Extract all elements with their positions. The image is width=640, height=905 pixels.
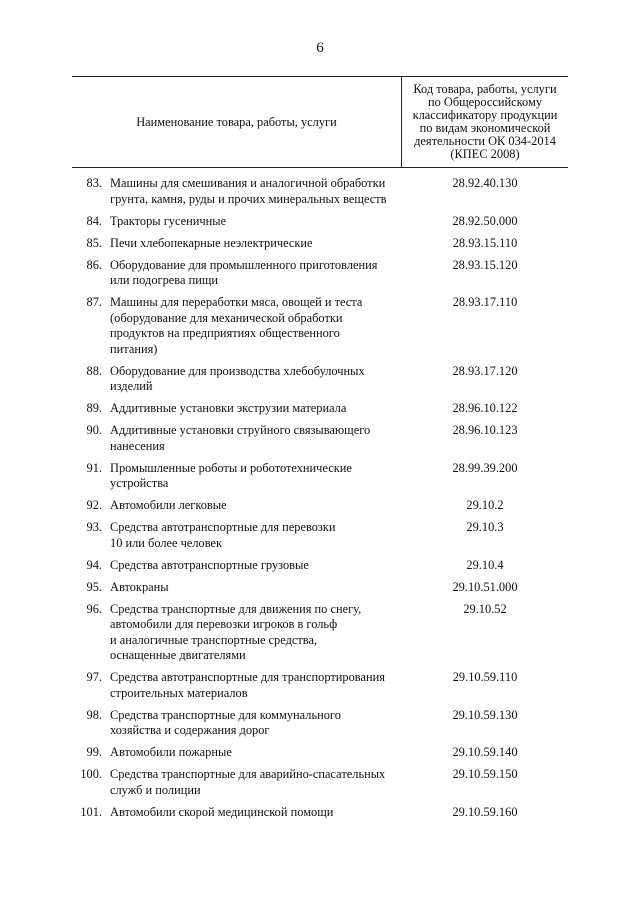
table-row (72, 214, 568, 230)
row-number: 93. (86, 520, 102, 534)
table-row (72, 461, 568, 492)
row-product-name: Аддитивные установки экструзии материала (110, 401, 347, 415)
row-product-code: 28.92.50.000 (452, 213, 518, 228)
table-row (72, 295, 568, 357)
table-row (72, 580, 568, 596)
row-number: 98. (86, 707, 102, 722)
table-row (72, 708, 568, 739)
row-product-code: 29.10.4 (466, 557, 504, 572)
row-number: 83. (86, 176, 102, 190)
row-number: 101. (80, 804, 102, 819)
row-number: 88. (86, 363, 102, 378)
row-number: 92. (86, 498, 102, 512)
row-product-name: Тракторы гусеничные (110, 213, 227, 228)
row-product-code: 28.93.15.110 (452, 235, 518, 250)
row-product-code: 29.10.59.150 (452, 767, 518, 781)
row-product-code: 29.10.52 (463, 601, 507, 616)
row-product-code: 29.10.2 (466, 498, 504, 512)
row-number: 95. (86, 579, 102, 594)
row-product-name: Аддитивные установки струйного связывающего нанесения (110, 423, 371, 453)
table-row (72, 258, 568, 289)
row-number: 90. (86, 423, 102, 437)
row-product-name: Автомобили пожарные (110, 745, 232, 759)
table-row (72, 745, 568, 761)
row-product-code: 28.96.10.123 (452, 423, 518, 437)
table-row (72, 423, 568, 454)
row-product-name: Печи хлебопекарные неэлектрические (110, 235, 313, 250)
row-number: 99. (86, 745, 102, 759)
row-product-code: 29.10.59.140 (452, 745, 518, 759)
row-product-code: 29.10.59.130 (452, 707, 518, 722)
table-row (72, 805, 568, 821)
row-number: 100. (80, 767, 102, 781)
row-product-code: 28.96.10.122 (452, 401, 518, 415)
row-number: 84. (86, 213, 102, 228)
row-product-name: Средства транспортные для коммунального хозяйства и содержания дорог (110, 707, 341, 737)
table-row (72, 602, 568, 664)
row-product-name: Средства автотранспортные для перевозки 10 или более человек (110, 520, 336, 550)
row-number: 97. (86, 670, 102, 684)
row-product-code: 28.99.39.200 (452, 460, 518, 475)
row-number: 96. (86, 601, 102, 616)
header-code-column: Код товара, работы, услуги по Общероссийскому классификатору продукции по видам экономической деятельности ОК 034-2014 (КПЕС 2008) (412, 82, 558, 161)
row-product-name: Оборудование для промышленного приготовления или подогрева пищи (110, 257, 378, 287)
row-product-name: Машины для смешивания и аналогичной обработки грунта, камня, руды и прочих минеральных веществ (110, 176, 387, 206)
table-row (72, 670, 568, 701)
row-product-name: Оборудование для производства хлебобулочных изделий (110, 363, 365, 393)
table-row (72, 767, 568, 798)
table-row (72, 176, 568, 207)
table-header (72, 76, 568, 168)
row-number: 91. (86, 460, 102, 475)
row-product-code: 29.10.59.160 (452, 804, 518, 819)
row-product-name: Средства автотранспортные грузовые (110, 557, 309, 572)
table-row (72, 364, 568, 395)
row-product-code: 29.10.51.000 (452, 579, 518, 594)
row-number: 87. (86, 295, 102, 309)
product-code-table (72, 76, 568, 827)
row-product-code: 28.93.15.120 (452, 257, 518, 272)
row-number: 86. (86, 257, 102, 272)
table-row (72, 498, 568, 514)
row-product-name: Автомобили скорой медицинской помощи (110, 804, 334, 819)
row-product-code: 29.10.3 (466, 520, 504, 534)
row-product-name: Средства транспортные для движения по снегу, автомобили для перевозки игроков в гольф и аналогичные транспортные средства, оснащенные двигателями (110, 601, 362, 662)
row-product-code: 28.92.40.130 (452, 176, 518, 190)
header-name-column: Наименование товара, работы, услуги (72, 77, 402, 167)
row-product-code: 28.93.17.120 (452, 363, 518, 378)
row-product-name: Автомобили легковые (110, 498, 227, 512)
table-row (72, 401, 568, 417)
row-product-name: Промышленные роботы и робототехнические устройства (110, 460, 352, 490)
page-number: 6 (316, 40, 324, 56)
row-product-code: 28.93.17.110 (452, 295, 518, 309)
table-row (72, 520, 568, 551)
row-product-name: Машины для переработки мяса, овощей и теста (оборудование для механической обработки продуктов на предприятиях общественного питания) (110, 295, 363, 356)
row-product-name: Средства транспортные для аварийно-спасательных служб и полиции (110, 767, 386, 797)
row-product-code: 29.10.59.110 (452, 670, 518, 684)
row-number: 89. (86, 401, 102, 415)
row-product-name: Автокраны (110, 579, 169, 594)
table-row (72, 236, 568, 252)
table-row (72, 558, 568, 574)
table-body (72, 176, 568, 820)
row-product-name: Средства автотранспортные для транспортирования строительных материалов (110, 670, 385, 700)
row-number: 94. (86, 557, 102, 572)
row-number: 85. (86, 235, 102, 250)
